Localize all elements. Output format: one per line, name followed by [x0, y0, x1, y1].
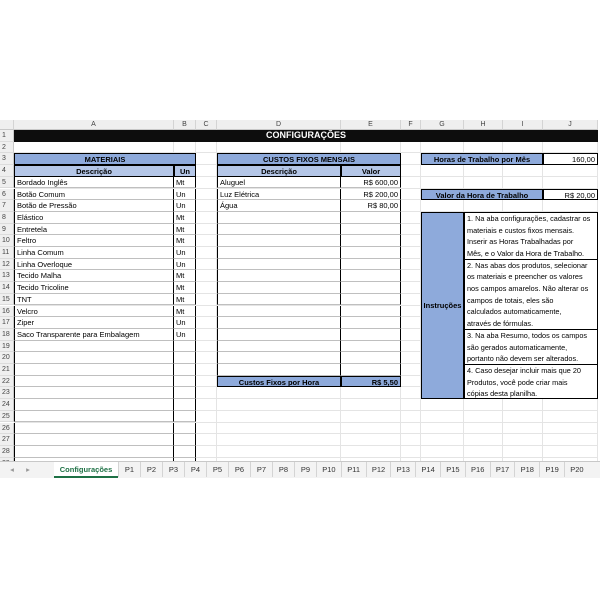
row-header-12[interactable]: 12: [0, 259, 14, 271]
material-descricao-cell[interactable]: [14, 434, 174, 446]
material-un-cell[interactable]: [174, 364, 196, 376]
select-all-corner[interactable]: [0, 120, 14, 130]
instrucao-line: são gerados automaticamente,: [467, 342, 568, 352]
row-header-26[interactable]: 26: [0, 423, 14, 435]
row-header-2[interactable]: 2: [0, 142, 14, 154]
instrucao-line: 1. Na aba configurações, cadastrar os: [467, 213, 591, 223]
tab-p5[interactable]: P5: [206, 462, 228, 477]
material-un-cell[interactable]: Mt: [174, 177, 196, 189]
tab-p2[interactable]: P2: [140, 462, 162, 477]
material-un-cell[interactable]: [174, 341, 196, 353]
row-header-4[interactable]: 4: [0, 165, 14, 177]
custo-descricao-cell[interactable]: [217, 259, 341, 271]
material-un-cell[interactable]: [174, 411, 196, 423]
tab-p1[interactable]: P1: [118, 462, 140, 477]
material-descricao-cell[interactable]: Tecido Malha: [14, 270, 174, 282]
valor-hora-value[interactable]: R$ 20,00: [543, 189, 598, 201]
tab-p18[interactable]: P18: [514, 462, 539, 477]
instrucao-line: Inserir as Horas Trabalhadas por: [467, 237, 574, 247]
material-descricao-cell[interactable]: [14, 411, 174, 423]
material-un-cell[interactable]: [174, 423, 196, 435]
instrucao-line: Mês, e o Valor da Hora de Trabalho.: [465, 248, 597, 260]
material-descricao-cell[interactable]: [14, 364, 174, 376]
custo-descricao-cell[interactable]: Água: [217, 200, 341, 212]
custo-valor-cell[interactable]: [341, 247, 401, 259]
custo-valor-cell[interactable]: [341, 270, 401, 282]
row-header-6[interactable]: 6: [0, 189, 14, 201]
custo-valor-cell[interactable]: R$ 600,00: [341, 177, 401, 189]
material-un-cell[interactable]: Mt: [174, 294, 196, 306]
custo-valor-cell[interactable]: [341, 294, 401, 306]
column-header-A[interactable]: A: [14, 120, 174, 130]
row-header-28[interactable]: 28: [0, 446, 14, 458]
material-descricao-cell[interactable]: Feltro: [14, 235, 174, 247]
material-un-cell[interactable]: Mt: [174, 212, 196, 224]
horas-value[interactable]: 160,00: [543, 153, 598, 165]
tab-scroll-right-icon[interactable]: ▸: [26, 465, 30, 474]
material-un-cell[interactable]: Un: [174, 329, 196, 341]
instrucao-line: calculados automaticamente,: [467, 307, 562, 317]
row-header-5[interactable]: 5: [0, 177, 14, 189]
material-descricao-cell[interactable]: [14, 446, 174, 458]
custo-descricao-cell[interactable]: [217, 341, 341, 353]
custos-total-value: R$ 5,50: [341, 376, 401, 388]
materiais-col-un: Un: [174, 165, 196, 177]
tab-p7[interactable]: P7: [250, 462, 272, 477]
instrucao-line: 3. Na aba Resumo, todos os campos: [467, 330, 588, 340]
material-descricao-cell[interactable]: Botão de Pressão: [14, 200, 174, 212]
instrucao-line: 4. Caso desejar incluir mais que 20: [467, 365, 581, 375]
material-un-cell[interactable]: [174, 434, 196, 446]
custo-descricao-cell[interactable]: [217, 212, 341, 224]
custo-descricao-cell[interactable]: [217, 270, 341, 282]
page-title: CONFIGURAÇÕES: [14, 130, 598, 142]
valor-hora-label: Valor da Hora de Trabalho: [421, 189, 543, 201]
custo-descricao-cell[interactable]: [217, 317, 341, 329]
row-header-24[interactable]: 24: [0, 399, 14, 411]
material-descricao-cell[interactable]: [14, 399, 174, 411]
tab-p11[interactable]: P11: [341, 462, 366, 477]
material-descricao-cell[interactable]: [14, 387, 174, 399]
material-un-cell[interactable]: Mt: [174, 224, 196, 236]
material-descricao-cell[interactable]: Entretela: [14, 224, 174, 236]
material-descricao-cell[interactable]: [14, 423, 174, 435]
tab-p16[interactable]: P16: [465, 462, 490, 477]
custos-col-descricao: Descrição: [217, 165, 341, 177]
material-un-cell[interactable]: Un: [174, 247, 196, 259]
custo-descricao-cell[interactable]: Luz Elétrica: [217, 189, 341, 201]
custos-total-label: Custos Fixos por Hora: [217, 376, 341, 388]
tab-p14[interactable]: P14: [415, 462, 440, 477]
material-un-cell[interactable]: [174, 376, 196, 388]
tab-p6[interactable]: P6: [228, 462, 250, 477]
material-un-cell[interactable]: [174, 387, 196, 399]
material-un-cell[interactable]: [174, 352, 196, 364]
custo-descricao-cell[interactable]: [217, 224, 341, 236]
custo-descricao-cell[interactable]: [217, 247, 341, 259]
material-descricao-cell[interactable]: Tecido Tricoline: [14, 282, 174, 294]
custo-descricao-cell[interactable]: [217, 282, 341, 294]
material-descricao-cell[interactable]: Ziper: [14, 317, 174, 329]
instrucao-line: campos de totais, eles são: [467, 295, 554, 305]
instrucao-line: 2. Nas abas dos produtos, selecionar: [467, 260, 588, 270]
custo-valor-cell[interactable]: [341, 341, 401, 353]
row-header-22[interactable]: 22: [0, 376, 14, 388]
material-un-cell[interactable]: Mt: [174, 235, 196, 247]
material-un-cell[interactable]: Un: [174, 317, 196, 329]
tab-p8[interactable]: P8: [272, 462, 294, 477]
custo-valor-cell[interactable]: [341, 282, 401, 294]
custo-valor-cell[interactable]: [341, 352, 401, 364]
custo-descricao-cell[interactable]: [217, 329, 341, 341]
material-un-cell[interactable]: Un: [174, 259, 196, 271]
tab-configuracoes[interactable]: Configurações: [54, 462, 118, 478]
material-descricao-cell[interactable]: Linha Comum: [14, 247, 174, 259]
material-descricao-cell[interactable]: Bordado Inglês: [14, 177, 174, 189]
tab-p13[interactable]: P13: [390, 462, 415, 477]
row-header-18[interactable]: 18: [0, 329, 14, 341]
custo-descricao-cell[interactable]: [217, 352, 341, 364]
materiais-col-descricao: Descrição: [14, 165, 174, 177]
row-header-25[interactable]: 25: [0, 411, 14, 423]
column-header-E[interactable]: E: [341, 120, 401, 130]
material-descricao-cell[interactable]: Velcro: [14, 306, 174, 318]
material-descricao-cell[interactable]: [14, 352, 174, 364]
tab-p20[interactable]: P20: [564, 462, 589, 477]
row-header-23[interactable]: 23: [0, 387, 14, 399]
row-header-17[interactable]: 17: [0, 317, 14, 329]
row-header-15[interactable]: 15: [0, 294, 14, 306]
tab-p12[interactable]: P12: [366, 462, 391, 477]
materiais-header: MATERIAIS: [14, 153, 196, 165]
instrucao-line: materiais e custos fixos mensais.: [467, 225, 575, 235]
row-header-16[interactable]: 16: [0, 306, 14, 318]
custo-valor-cell[interactable]: [341, 329, 401, 341]
custo-descricao-cell[interactable]: [217, 306, 341, 318]
tab-p17[interactable]: P17: [490, 462, 515, 477]
column-header-H[interactable]: H: [464, 120, 503, 130]
material-descricao-cell[interactable]: Elástico: [14, 212, 174, 224]
material-descricao-cell[interactable]: TNT: [14, 294, 174, 306]
column-header-D[interactable]: D: [217, 120, 341, 130]
instrucao-line: através de fórmulas.: [465, 318, 597, 330]
tab-p10[interactable]: P10: [316, 462, 341, 477]
tab-p4[interactable]: P4: [184, 462, 206, 477]
material-un-cell[interactable]: Un: [174, 189, 196, 201]
tab-p9[interactable]: P9: [294, 462, 316, 477]
instrucao-line: portanto não devem ser alterados.: [465, 353, 597, 365]
tab-p15[interactable]: P15: [440, 462, 465, 477]
material-un-cell[interactable]: Mt: [174, 282, 196, 294]
tab-scroll-left-icon[interactable]: ◂: [10, 465, 14, 474]
custo-descricao-cell[interactable]: [217, 235, 341, 247]
material-descricao-cell[interactable]: [14, 341, 174, 353]
row-header-1[interactable]: 1: [0, 130, 14, 142]
custo-descricao-cell[interactable]: Aluguel: [217, 177, 341, 189]
instrucoes-label: Instruções: [421, 212, 464, 399]
custo-valor-cell[interactable]: R$ 200,00: [341, 189, 401, 201]
row-header-3[interactable]: 3: [0, 153, 14, 165]
instrucoes-box: [464, 212, 598, 399]
row-header-27[interactable]: 27: [0, 434, 14, 446]
column-header-J[interactable]: J: [543, 120, 598, 130]
row-header-21[interactable]: 21: [0, 364, 14, 376]
custos-header: CUSTOS FIXOS MENSAIS: [217, 153, 401, 165]
custo-valor-cell[interactable]: [341, 364, 401, 376]
custo-valor-cell[interactable]: [341, 306, 401, 318]
material-un-cell[interactable]: [174, 399, 196, 411]
column-header-I[interactable]: I: [503, 120, 543, 130]
row-header-14[interactable]: 14: [0, 282, 14, 294]
horas-label: Horas de Trabalho por Mês: [421, 153, 543, 165]
row-header-8[interactable]: 8: [0, 212, 14, 224]
row-header-19[interactable]: 19: [0, 341, 14, 353]
row-header-11[interactable]: 11: [0, 247, 14, 259]
instrucao-line: cópias desta planilha.: [467, 389, 538, 399]
row-header-10[interactable]: 10: [0, 235, 14, 247]
row-header-13[interactable]: 13: [0, 270, 14, 282]
custo-descricao-cell[interactable]: [217, 364, 341, 376]
column-header-G[interactable]: G: [421, 120, 464, 130]
column-header-C[interactable]: C: [196, 120, 217, 130]
material-descricao-cell[interactable]: Botão Comum: [14, 189, 174, 201]
custo-valor-cell[interactable]: [341, 317, 401, 329]
material-un-cell[interactable]: Mt: [174, 270, 196, 282]
row-header-20[interactable]: 20: [0, 352, 14, 364]
material-descricao-cell[interactable]: [14, 376, 174, 388]
material-descricao-cell[interactable]: Linha Overloque: [14, 259, 174, 271]
custo-valor-cell[interactable]: R$ 80,00: [341, 200, 401, 212]
material-un-cell[interactable]: Mt: [174, 306, 196, 318]
material-un-cell[interactable]: [174, 446, 196, 458]
custo-valor-cell[interactable]: [341, 212, 401, 224]
custo-valor-cell[interactable]: [341, 259, 401, 271]
column-header-B[interactable]: B: [174, 120, 196, 130]
custos-col-valor: Valor: [341, 165, 401, 177]
row-header-7[interactable]: 7: [0, 200, 14, 212]
custo-valor-cell[interactable]: [341, 224, 401, 236]
custo-valor-cell[interactable]: [341, 235, 401, 247]
tab-p3[interactable]: P3: [162, 462, 184, 477]
row-header-9[interactable]: 9: [0, 224, 14, 236]
column-header-F[interactable]: F: [401, 120, 421, 130]
instrucao-line: nos campos amarelos. Não alterar os: [467, 284, 589, 294]
tab-p19[interactable]: P19: [539, 462, 564, 477]
instrucao-line: os materiais e preencher os valores: [467, 272, 583, 282]
material-un-cell[interactable]: Un: [174, 200, 196, 212]
material-descricao-cell[interactable]: Saco Transparente para Embalagem: [14, 329, 174, 341]
instrucao-line: Produtos, você pode criar mais: [467, 377, 568, 387]
custo-descricao-cell[interactable]: [217, 294, 341, 306]
